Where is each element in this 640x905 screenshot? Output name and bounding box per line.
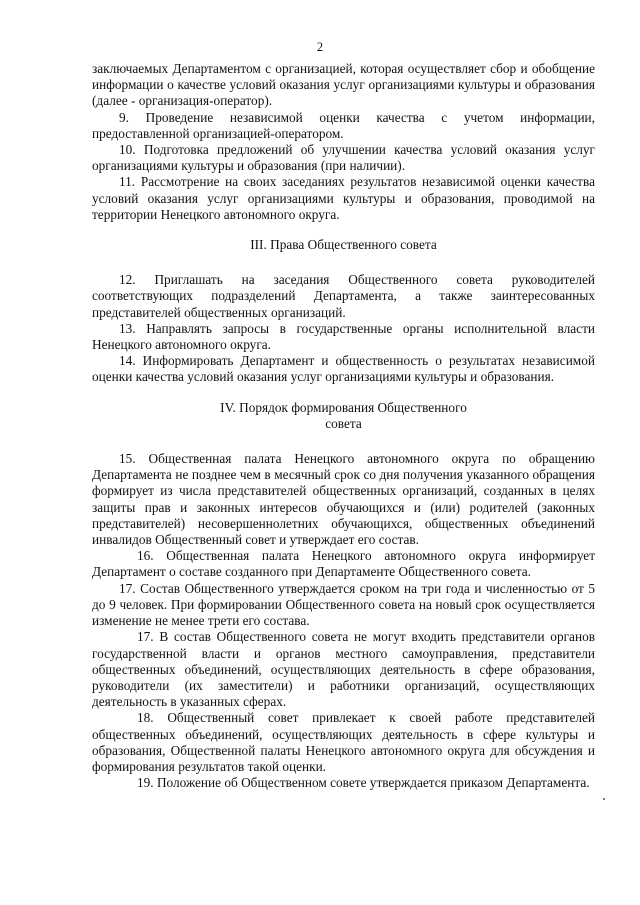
section-heading-formation-line1: IV. Порядок формирования Общественного <box>220 399 467 415</box>
paragraph-item-17a: 17. Состав Общественного утверждается сроком на три года и численностью от 5 до 9 человек. При формировании Общественного совета на новый срок осуществляется изменение не менее трети его состава. <box>92 580 595 629</box>
paragraph-item-11: 11. Рассмотрение на своих заседаниях результатов независимой оценки качества условий оказания услуг организациями культуры и образования, проводимой на территории Ненецкого автономного округа. <box>92 174 595 222</box>
paragraph-item-18: 18. Общественный совет привлекает к своей работе представителей общественных объединений, осуществляющих деятельность в сфере культуры и образования, Общественной палаты Ненецкого автономного округа для обсуждения и формирования результатов такой оценки. <box>92 710 595 774</box>
page-number: 2 <box>316 40 324 54</box>
paragraph-continuation: заключаемых Департаментом с организацией, которая осуществляет сбор и обобщение информации о качестве условий оказания услуг организациями культуры и образования (далее - организация-оператор). <box>92 61 595 109</box>
paragraph-item-14: 14. Информировать Департамент и общественность о результатах независимой оценки качества условий оказания услуг организациями культуры и образования. <box>92 353 595 385</box>
paragraph-item-13: 13. Направлять запросы в государственные органы исполнительной власти Ненецкого автономного округа. <box>92 320 595 353</box>
paragraph-item-16: 16. Общественная палата Ненецкого автономного округа информирует Департамент о составе созданного при Департаменте Общественного совета. <box>92 548 595 580</box>
paragraph-item-10: 10. Подготовка предложений об улучшении качества условий оказания услуг организациями культуры и образования (при наличии). <box>92 142 595 174</box>
scan-speck <box>603 798 605 800</box>
paragraph-item-15: 15. Общественная палата Ненецкого автономного округа по обращению Департамента не позднее чем в месячный срок со дня получения указанного обращения формирует из числа представителей общественных организаций, созданных в целях защиты прав и законных интересов обучающихся и (или) родителей (законных представителей) несовершеннолетних обучающихся, общественных объединений инвалидов Общественный совет и утверждает его состав. <box>92 451 595 548</box>
paragraph-item-19: 19. Положение об Общественном совете утверждается приказом Департамента. <box>137 775 590 791</box>
document-body <box>92 61 595 791</box>
section-heading-formation <box>92 400 595 432</box>
section-heading-rights: III. Права Общественного совета <box>250 237 437 253</box>
section-heading-formation-line2: совета <box>325 415 362 431</box>
paragraph-item-12: 12. Приглашать на заседания Общественного совета руководителей соответствующих подразделений Департамента, а также заинтересованных представителей общественных организаций. <box>92 272 595 320</box>
paragraph-item-9: 9. Проведение независимой оценки качества с учетом информации, предоставленной организацией-оператором. <box>92 109 595 141</box>
paragraph-item-17b: 17. В состав Общественного совета не могут входить представители органов государственной власти и органов местного самоуправления, представители общественных объединений, осуществляющих деятельность в сфере образования, руководители (их заместители) и работники организаций, осуществляющих деятельность в указанных сферах. <box>92 629 595 710</box>
